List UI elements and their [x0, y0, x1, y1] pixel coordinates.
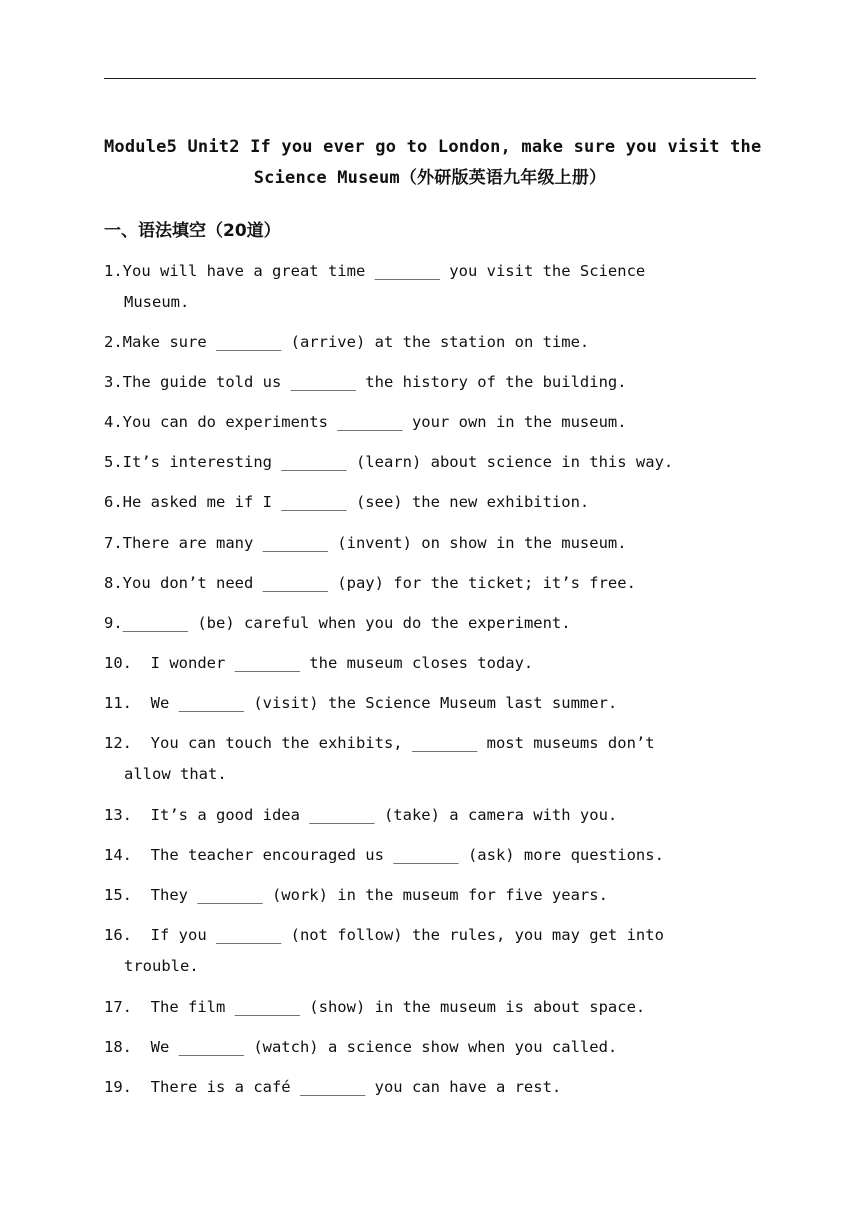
question-9 — [104, 608, 571, 639]
question-3 — [104, 367, 627, 398]
question-text: They _______ (work) in the museum for five years. — [132, 886, 608, 904]
question-text: It’s a good idea _______ (take) a camera with you. — [132, 806, 618, 824]
question-number: 12. — [104, 734, 132, 752]
question-5 — [104, 447, 673, 478]
question-text: The film _______ (show) in the museum is about space. — [132, 998, 646, 1016]
title-line-1: Module5 Unit2 If you ever go to London, make sure you visit the — [104, 137, 762, 157]
document-title — [104, 132, 762, 194]
question-6 — [104, 487, 589, 518]
question-text: The guide told us _______ the history of the building. — [122, 373, 627, 391]
question-number: 9. — [104, 614, 123, 632]
question-18 — [104, 1032, 617, 1063]
question-number: 13. — [104, 806, 132, 824]
question-7 — [104, 528, 627, 559]
section-heading: 一、语法填空（20道） — [104, 221, 281, 241]
question-number: 5. — [104, 453, 123, 471]
question-text: We _______ (watch) a science show when you called. — [132, 1038, 618, 1056]
question-number: 16. — [104, 926, 132, 944]
question-text: If you _______ (not follow) the rules, you may get into — [132, 926, 664, 944]
question-8 — [104, 568, 636, 599]
question-text: You will have a great time _______ you visit the Science — [122, 262, 646, 280]
question-12 — [104, 728, 655, 790]
question-number: 2. — [104, 333, 123, 351]
question-text: The teacher encouraged us _______ (ask) more questions. — [132, 846, 664, 864]
question-15 — [104, 880, 608, 911]
question-number: 8. — [104, 574, 123, 592]
question-2 — [104, 327, 589, 358]
question-text: You don’t need _______ (pay) for the ticket; it’s free. — [122, 574, 636, 592]
question-number: 1. — [104, 262, 123, 280]
question-text-continued: Museum. — [124, 293, 190, 311]
question-text: _______ (be) careful when you do the experiment. — [122, 614, 571, 632]
title-line-2: Science Museum（外研版英语九年级上册） — [253, 168, 607, 188]
question-number: 19. — [104, 1078, 132, 1096]
question-text: Make sure _______ (arrive) at the station on time. — [122, 333, 590, 351]
question-text: There is a café _______ you can have a rest. — [132, 1078, 562, 1096]
question-19 — [104, 1072, 561, 1103]
question-text: You can do experiments _______ your own in the museum. — [122, 413, 627, 431]
question-text-continued: allow that. — [124, 765, 227, 783]
question-number: 4. — [104, 413, 123, 431]
question-14 — [104, 840, 664, 871]
question-1 — [104, 256, 645, 318]
question-number: 14. — [104, 846, 132, 864]
question-number: 11. — [104, 694, 132, 712]
question-number: 3. — [104, 373, 123, 391]
question-text: We _______ (visit) the Science Museum last summer. — [132, 694, 618, 712]
question-17 — [104, 992, 645, 1023]
question-11 — [104, 688, 617, 719]
question-number: 10. — [104, 654, 132, 672]
question-text: He asked me if I _______ (see) the new exhibition. — [122, 493, 590, 511]
question-text: It’s interesting _______ (learn) about science in this way. — [122, 453, 674, 471]
question-number: 15. — [104, 886, 132, 904]
question-text: You can touch the exhibits, _______ most museums don’t — [132, 734, 655, 752]
question-text: There are many _______ (invent) on show in the museum. — [122, 534, 627, 552]
header-rule — [104, 78, 756, 79]
question-4 — [104, 407, 627, 438]
question-number: 7. — [104, 534, 123, 552]
question-10 — [104, 648, 533, 679]
question-number: 6. — [104, 493, 123, 511]
question-number: 18. — [104, 1038, 132, 1056]
question-text: I wonder _______ the museum closes today. — [132, 654, 534, 672]
question-16 — [104, 920, 664, 982]
question-text-continued: trouble. — [124, 957, 199, 975]
question-number: 17. — [104, 998, 132, 1016]
question-13 — [104, 800, 617, 831]
